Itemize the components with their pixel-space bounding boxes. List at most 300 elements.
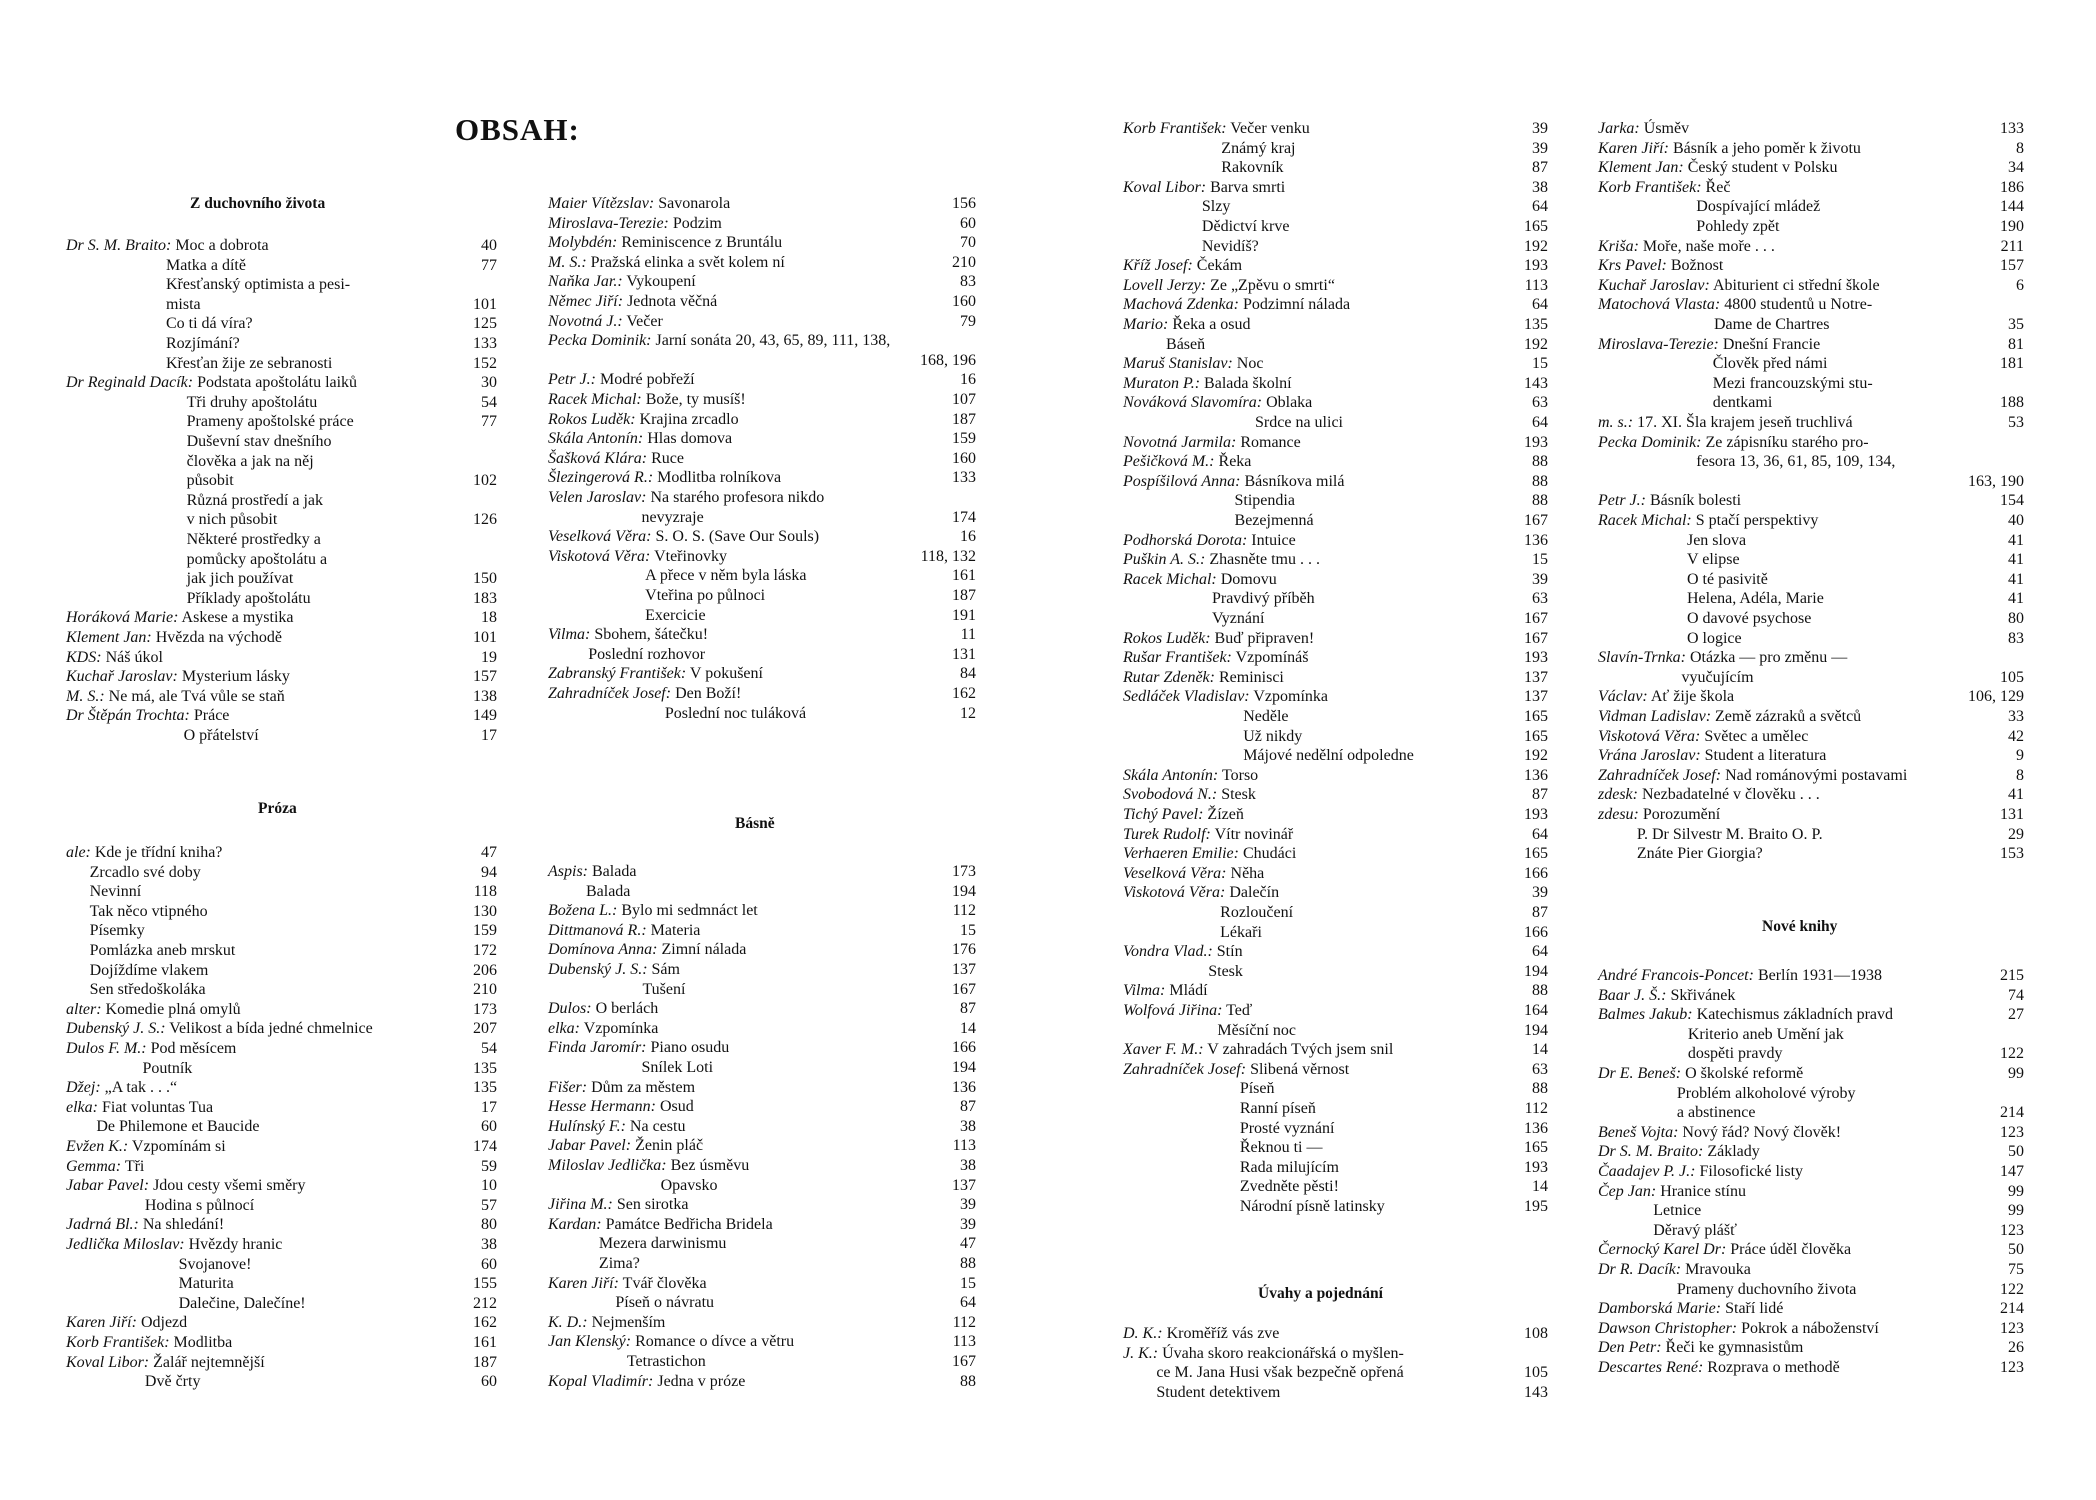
- toc-author: Rokos Luděk:: [548, 410, 636, 428]
- toc-entry: [1123, 669, 1284, 687]
- toc-title: Dědictví krve: [1201, 218, 1290, 235]
- toc-entry: [66, 237, 269, 255]
- toc-page-number: 152: [473, 354, 497, 372]
- toc-author: Čep Jan:: [1598, 1182, 1657, 1200]
- toc-entry: [1240, 1178, 1339, 1196]
- toc-entry: [1598, 708, 1861, 726]
- toc-title: Balada: [592, 863, 637, 880]
- toc-title: Prameny apoštolské práce: [186, 413, 354, 431]
- toc-page-number: 106, 129: [1968, 688, 2024, 706]
- toc-page-number: 131: [2000, 806, 2024, 823]
- toc-entry: [645, 567, 806, 585]
- toc-entry: [1123, 120, 1310, 138]
- toc-author: Miroslava-Terezie:: [548, 214, 669, 232]
- toc-author: Racek Michal:: [548, 391, 642, 408]
- toc-title: Askese a mystika: [181, 609, 294, 627]
- toc-author: K. D.:: [548, 1313, 588, 1331]
- toc-page-number: 87: [1532, 904, 1548, 921]
- toc-entry: [187, 590, 311, 608]
- toc-entry: [1240, 1198, 1385, 1216]
- toc-author: Fišer:: [548, 1078, 588, 1096]
- toc-page-number: 136: [952, 1078, 976, 1096]
- toc-page-number: 187: [473, 1353, 497, 1371]
- toc-title: Piano osudu: [650, 1039, 730, 1057]
- toc-title: Ne má, ale Tvá vůle se staň: [108, 687, 285, 705]
- toc-author: Karen Jiří:: [66, 1314, 137, 1332]
- toc-title: Bylo mi sedmnáct let: [621, 902, 758, 920]
- toc-entry: [1240, 1100, 1316, 1118]
- toc-title: Ženin pláč: [635, 1137, 704, 1155]
- toc-page-number: 168, 196: [920, 351, 976, 369]
- toc-entry: [1123, 179, 1285, 197]
- toc-page-number: 156: [952, 195, 976, 212]
- toc-author: Vilma:: [548, 626, 591, 644]
- toc-page-number: 137: [1524, 688, 1548, 706]
- toc-author: Jabar Pavel:: [548, 1137, 632, 1155]
- toc-entry: [1123, 473, 1344, 491]
- toc-entry: [1123, 277, 1335, 295]
- toc-title: Mládí: [1169, 982, 1208, 1000]
- toc-author: D. K.:: [1123, 1325, 1163, 1342]
- toc-page-number: 167: [1524, 610, 1548, 627]
- toc-author: André Francois-Poncet:: [1598, 967, 1754, 984]
- toc-entry: [187, 453, 314, 471]
- toc-entry: [1123, 1041, 1393, 1059]
- toc-page-number: 64: [1532, 198, 1548, 216]
- toc-page-number: 193: [1524, 1158, 1548, 1176]
- toc-author: Václav:: [1598, 688, 1648, 706]
- toc-entry: [1598, 806, 1720, 824]
- toc-title: Den Boží!: [675, 685, 742, 702]
- toc-entry: [1123, 1061, 1349, 1079]
- toc-page-number: 133: [473, 335, 497, 352]
- toc-entry: [1598, 967, 1882, 985]
- toc-author: Wolfová Jiřina:: [1123, 1002, 1223, 1019]
- toc-title: Nevidíš?: [1201, 237, 1259, 255]
- toc-page-number: 150: [473, 570, 497, 588]
- toc-entry: [661, 1177, 718, 1195]
- toc-title: Vzpomínka: [583, 1019, 659, 1037]
- toc-entry: [66, 629, 282, 647]
- toc-page-number: 165: [1524, 708, 1548, 725]
- toc-page-number: 8: [2016, 766, 2024, 784]
- toc-author: Kopal Vladimír:: [548, 1372, 654, 1390]
- toc-entry: [548, 391, 746, 409]
- toc-entry: [548, 450, 684, 468]
- toc-title: „A tak . . .“: [104, 1079, 178, 1097]
- toc-entry: [66, 1177, 306, 1195]
- toc-entry: [1598, 728, 1808, 746]
- toc-title: 4800 studentů u Notre-: [1724, 296, 1873, 314]
- toc-author: Jedlička Miloslav:: [66, 1236, 185, 1253]
- toc-title: Kriterio aneb Umění jak: [1687, 1025, 1844, 1043]
- toc-entry: [548, 1020, 658, 1038]
- toc-author: Pecka Dominik:: [548, 332, 652, 350]
- toc-author: Sedláček Vladislav:: [1123, 688, 1250, 706]
- toc-author: Hesse Hermann:: [548, 1098, 656, 1116]
- toc-title: Slzy: [1201, 198, 1231, 216]
- toc-author: Jarka:: [1598, 120, 1640, 137]
- toc-entry: [66, 1040, 236, 1058]
- toc-title: Moře, naše moře . . .: [1642, 237, 1775, 255]
- toc-page-number: 83: [960, 273, 976, 291]
- toc-title: Mravouka: [1685, 1261, 1751, 1278]
- toc-author: Dr S. M. Braito:: [1598, 1143, 1704, 1161]
- toc-author: Petr J.:: [548, 371, 596, 389]
- toc-title: člověka a jak na něj: [186, 452, 314, 470]
- toc-title: Skřivánek: [1670, 986, 1736, 1004]
- toc-page-number: 126: [473, 511, 497, 529]
- toc-title: Básník bolesti: [1649, 492, 1742, 510]
- toc-page-number: 194: [1524, 962, 1548, 980]
- toc-entry: [187, 531, 321, 549]
- toc-title: Zvedněte pěsti!: [1239, 1178, 1339, 1196]
- toc-author: Baar J. Š.:: [1598, 986, 1667, 1004]
- toc-title: Řeč: [1705, 178, 1731, 196]
- toc-entry: [1212, 610, 1264, 628]
- toc-title: Pokrok a náboženství: [1741, 1319, 1879, 1337]
- toc-entry: [548, 332, 890, 350]
- toc-page-number: 17: [481, 727, 497, 744]
- toc-author: Viskotová Věra:: [1598, 727, 1701, 745]
- toc-page-number: 64: [1532, 296, 1548, 314]
- toc-entry: [645, 607, 705, 625]
- toc-entry: [1687, 610, 1811, 628]
- toc-page-number: 102: [473, 472, 497, 490]
- toc-title: Už nikdy: [1243, 727, 1303, 745]
- toc-author: ale:: [66, 844, 91, 861]
- toc-title: Teď: [1226, 1002, 1253, 1019]
- toc-page-number: 195: [1524, 1198, 1548, 1215]
- toc-entry: [548, 665, 763, 683]
- toc-entry: [1598, 767, 1907, 785]
- toc-author: Novotná J.:: [548, 312, 623, 330]
- toc-page-number: 194: [1524, 1021, 1548, 1039]
- toc-author: Machová Zdenka:: [1123, 296, 1239, 314]
- toc-entry: [548, 863, 636, 881]
- toc-entry: [548, 430, 732, 448]
- toc-title: Letnice: [1653, 1202, 1702, 1220]
- toc-entry: [1221, 159, 1283, 177]
- toc-entry: [548, 469, 781, 487]
- toc-entry: [1598, 747, 1826, 765]
- toc-page-number: 39: [960, 1215, 976, 1233]
- toc-title: Nad románovými postavami: [1725, 766, 1908, 784]
- toc-title: Co ti dá víra?: [165, 315, 253, 333]
- toc-entry: [1156, 1364, 1403, 1382]
- toc-title: Prameny duchovního života: [1676, 1280, 1857, 1298]
- toc-title: Čekám: [1196, 257, 1243, 275]
- toc-page-number: 105: [1524, 1364, 1548, 1382]
- toc-entry: [1123, 375, 1292, 393]
- toc-title: S ptačí perspektivy: [1695, 512, 1819, 529]
- toc-page-number: 60: [960, 214, 976, 232]
- toc-entry: [1202, 218, 1290, 236]
- toc-title: Domovu: [1220, 570, 1277, 588]
- toc-title: Barva smrti: [1210, 178, 1286, 196]
- toc-title: Kde je třídní kniha?: [94, 844, 223, 861]
- toc-author: Nováková Slavomíra:: [1123, 394, 1263, 412]
- toc-title: Balada školní: [1204, 374, 1292, 392]
- toc-title: Nový řád? Nový člověk!: [1682, 1123, 1842, 1141]
- toc-title: Rada milujícím: [1239, 1158, 1339, 1176]
- toc-page-number: 193: [1524, 433, 1548, 451]
- toc-page-number: 105: [2000, 668, 2024, 686]
- toc-entry: [665, 705, 806, 723]
- toc-title: Vzpomínáš: [1235, 649, 1309, 667]
- toc-title: Básník a jeho poměr k životu: [1672, 139, 1861, 157]
- toc-entry: [145, 1373, 201, 1391]
- toc-entry: [166, 355, 332, 373]
- toc-title: O berlách: [595, 1000, 659, 1018]
- toc-author: Gemma:: [66, 1157, 122, 1175]
- toc-page-number: 136: [1524, 766, 1548, 784]
- toc-entry: [1598, 1163, 1803, 1181]
- toc-author: Rokos Luděk:: [1123, 629, 1211, 647]
- toc-entry: [1713, 394, 1773, 412]
- toc-page-number: 16: [960, 371, 976, 389]
- toc-title: O přátelství: [183, 727, 259, 744]
- toc-author: Jabar Pavel:: [66, 1177, 150, 1195]
- toc-title: Srdce na ulici: [1255, 414, 1343, 431]
- toc-page-number: 210: [952, 253, 976, 271]
- section-heading: Úvahy a pojednání: [1258, 1285, 1383, 1302]
- toc-author: Lovell Jerzy:: [1123, 276, 1207, 294]
- toc-entry: [1687, 590, 1824, 608]
- toc-title: Bože, ty musíš!: [645, 391, 746, 408]
- toc-entry: [1696, 453, 1895, 471]
- toc-page-number: 33: [2008, 708, 2024, 725]
- toc-title: Jednota věčná: [627, 293, 718, 310]
- toc-title: Řeknou ti —: [1239, 1139, 1323, 1157]
- toc-author: Veselková Věra:: [548, 528, 652, 546]
- toc-entry: [1598, 336, 1820, 354]
- toc-author: Dr E. Beneš:: [1598, 1065, 1682, 1082]
- toc-author: Koval Libor:: [66, 1353, 150, 1371]
- toc-entry: [1713, 375, 1873, 393]
- toc-author: Zahradníček Josef:: [548, 685, 672, 702]
- toc-page-number: 159: [952, 430, 976, 448]
- toc-entry: [548, 1039, 729, 1057]
- toc-author: Černocký Karel Dr:: [1598, 1241, 1727, 1259]
- toc-author: Vilma:: [1123, 982, 1166, 1000]
- toc-page-number: 9: [2016, 747, 2024, 765]
- toc-author: Slavín-Trnka:: [1598, 649, 1686, 667]
- toc-page-number: 193: [1524, 806, 1548, 823]
- toc-page-number: 133: [952, 469, 976, 487]
- toc-title: Ze „Zpěvu o smrti“: [1210, 276, 1335, 294]
- toc-entry: [548, 941, 746, 959]
- toc-title: jak jich používat: [186, 570, 294, 588]
- toc-page-number: 130: [473, 902, 497, 920]
- toc-entry: [187, 433, 332, 451]
- toc-title: Podstata apoštolátu laiků: [197, 374, 358, 392]
- toc-entry: [1123, 649, 1308, 667]
- toc-entry: [66, 1354, 265, 1372]
- toc-page-number: 41: [2008, 786, 2024, 804]
- toc-title: Vteřina po půlnoci: [645, 587, 766, 604]
- toc-page-number: 41: [2008, 531, 2024, 549]
- toc-author: Dittmanová R.:: [548, 921, 647, 939]
- toc-entry: [96, 1118, 259, 1136]
- toc-entry: [1637, 845, 1763, 863]
- toc-page-number: 38: [960, 1157, 976, 1174]
- toc-title: Práce úděl člověka: [1730, 1241, 1852, 1259]
- toc-page-number: 160: [952, 449, 976, 467]
- toc-entry: [1123, 1345, 1404, 1363]
- toc-title: Exercicie: [645, 606, 706, 624]
- toc-author: Pešičková M.:: [1123, 453, 1215, 471]
- toc-title: Hvězdy hranic: [188, 1236, 283, 1253]
- toc-author: Mario:: [1123, 316, 1169, 333]
- toc-page-number: 80: [2008, 610, 2024, 627]
- toc-author: Karen Jiří:: [548, 1274, 619, 1292]
- toc-entry: [1240, 1159, 1339, 1177]
- toc-page-number: 165: [1524, 1139, 1548, 1157]
- toc-title: Sen středoškoláka: [89, 981, 206, 999]
- toc-page-number: 157: [473, 668, 497, 686]
- toc-entry: [187, 551, 327, 569]
- toc-page-number: 88: [1532, 453, 1548, 471]
- toc-page-number: 193: [1524, 257, 1548, 275]
- toc-entry: [1598, 1339, 1803, 1357]
- toc-title: Chudáci: [1242, 845, 1297, 863]
- toc-page-number: 164: [1524, 1002, 1548, 1019]
- toc-entry: [1687, 551, 1740, 569]
- toc-page-number: 161: [952, 567, 976, 585]
- toc-entry: [1598, 257, 1723, 275]
- toc-title: Píseň o návratu: [615, 1294, 715, 1312]
- toc-title: Lékaři: [1220, 923, 1262, 941]
- toc-title: Božnost: [1670, 257, 1724, 275]
- toc-title: Světec a umělec: [1704, 727, 1809, 745]
- toc-entry: [90, 864, 201, 882]
- toc-title: Odjezd: [140, 1314, 188, 1332]
- toc-title: Rakovník: [1221, 159, 1284, 177]
- toc-author: Dulos F. M.:: [66, 1040, 147, 1057]
- toc-author: Kardan:: [548, 1215, 602, 1233]
- toc-author: Turek Rudolf:: [1123, 825, 1211, 843]
- toc-author: Korb František:: [1123, 120, 1227, 137]
- toc-title: Osud: [659, 1098, 694, 1116]
- toc-title: Dame de Chartres: [1714, 316, 1830, 333]
- toc-entry: [1598, 1241, 1851, 1259]
- toc-entry: [1677, 1104, 1756, 1122]
- toc-entry: [1598, 434, 1869, 452]
- toc-entry: [548, 1118, 685, 1136]
- toc-title: mista: [165, 295, 201, 313]
- page-title: OBSAH:: [455, 112, 580, 147]
- toc-entry: [1123, 453, 1251, 471]
- toc-entry: [548, 922, 700, 940]
- toc-entry: [1123, 865, 1264, 883]
- toc-title: Bez úsměvu: [670, 1157, 750, 1174]
- toc-page-number: 214: [2000, 1300, 2024, 1318]
- toc-author: zdesk:: [1598, 786, 1638, 804]
- toc-entry: [1598, 140, 1861, 158]
- toc-entry: [1166, 336, 1205, 354]
- toc-page-number: 15: [1532, 355, 1548, 373]
- toc-author: Podhorská Dorota:: [1123, 531, 1248, 549]
- toc-author: Němec Jiří:: [548, 293, 624, 310]
- toc-author: Dulos:: [548, 1000, 592, 1018]
- toc-entry: [1677, 1085, 1856, 1103]
- toc-author: Miloslav Jedlička:: [548, 1157, 667, 1174]
- toc-entry: [166, 296, 201, 314]
- toc-title: Pohledy zpět: [1696, 218, 1780, 235]
- toc-title: Český student v Polsku: [1687, 159, 1838, 177]
- toc-entry: [1682, 669, 1754, 687]
- toc-title: Úsměv: [1643, 120, 1690, 137]
- toc-author: Kuchař Jaroslav:: [1598, 276, 1710, 294]
- toc-title: Balada: [585, 882, 631, 900]
- toc-entry: [1208, 963, 1243, 981]
- toc-title: Problém alkoholové výroby: [1676, 1084, 1856, 1102]
- toc-title: Pomlázka aneb mrskut: [89, 942, 236, 959]
- toc-page-number: 144: [2000, 198, 2024, 216]
- toc-page-number: 135: [473, 1059, 497, 1077]
- toc-author: Vidman Ladislav:: [1598, 708, 1712, 725]
- toc-page-number: 173: [473, 1000, 497, 1018]
- toc-page-number: 123: [2000, 1221, 2024, 1239]
- toc-page-number: 192: [1524, 335, 1548, 353]
- toc-author: Damborská Marie:: [1598, 1300, 1722, 1318]
- toc-author: Petr J.:: [1598, 492, 1646, 510]
- toc-entry: [187, 394, 318, 412]
- toc-title: Člověk před námi: [1712, 355, 1828, 373]
- toc-entry: [66, 609, 294, 627]
- toc-title: Náš úkol: [105, 648, 163, 666]
- toc-entry: [1696, 218, 1779, 236]
- toc-entry: [1687, 532, 1746, 550]
- toc-page-number: 122: [2000, 1045, 2024, 1063]
- toc-entry: [1598, 1261, 1751, 1279]
- toc-author: Beneš Vojta:: [1598, 1123, 1679, 1141]
- toc-entry: [548, 1275, 707, 1293]
- toc-author: Evžen K.:: [66, 1138, 129, 1155]
- toc-author: Rušar František:: [1123, 649, 1232, 667]
- toc-author: Pospíšilová Anna:: [1123, 472, 1241, 490]
- toc-entry: [1598, 179, 1730, 197]
- toc-title: Materia: [650, 921, 701, 939]
- toc-entry: [66, 1138, 226, 1156]
- toc-title: Svojanove!: [178, 1255, 252, 1273]
- toc-author: Puškin A. S.:: [1123, 551, 1206, 569]
- toc-author: Šašková Klára:: [548, 449, 648, 467]
- toc-page-number: 133: [2000, 120, 2024, 137]
- toc-entry: [1598, 277, 1880, 295]
- toc-entry: [548, 489, 824, 507]
- toc-author: Tichý Pavel:: [1123, 806, 1204, 823]
- toc-entry: [187, 472, 234, 490]
- toc-title: Vyznání: [1211, 610, 1265, 627]
- toc-page-number: 18: [481, 609, 497, 627]
- toc-page-number: 112: [1524, 1100, 1548, 1117]
- toc-title: Modlitba: [173, 1334, 233, 1351]
- toc-title: Hodina s půlnocí: [144, 1196, 255, 1214]
- toc-title: Mezera darwinismu: [598, 1235, 727, 1253]
- toc-author: KDS:: [66, 648, 102, 666]
- toc-page-number: 83: [2008, 629, 2024, 647]
- toc-author: Aspis:: [548, 863, 588, 880]
- toc-title: Znáte Pier Giorgia?: [1636, 845, 1763, 863]
- toc-page-number: 88: [1532, 492, 1548, 510]
- toc-page-number: 173: [952, 863, 976, 880]
- toc-page-number: 39: [1532, 884, 1548, 902]
- toc-page-number: 166: [952, 1039, 976, 1057]
- toc-title: Hranice stínu: [1660, 1182, 1746, 1200]
- toc-page-number: 17: [481, 1098, 497, 1116]
